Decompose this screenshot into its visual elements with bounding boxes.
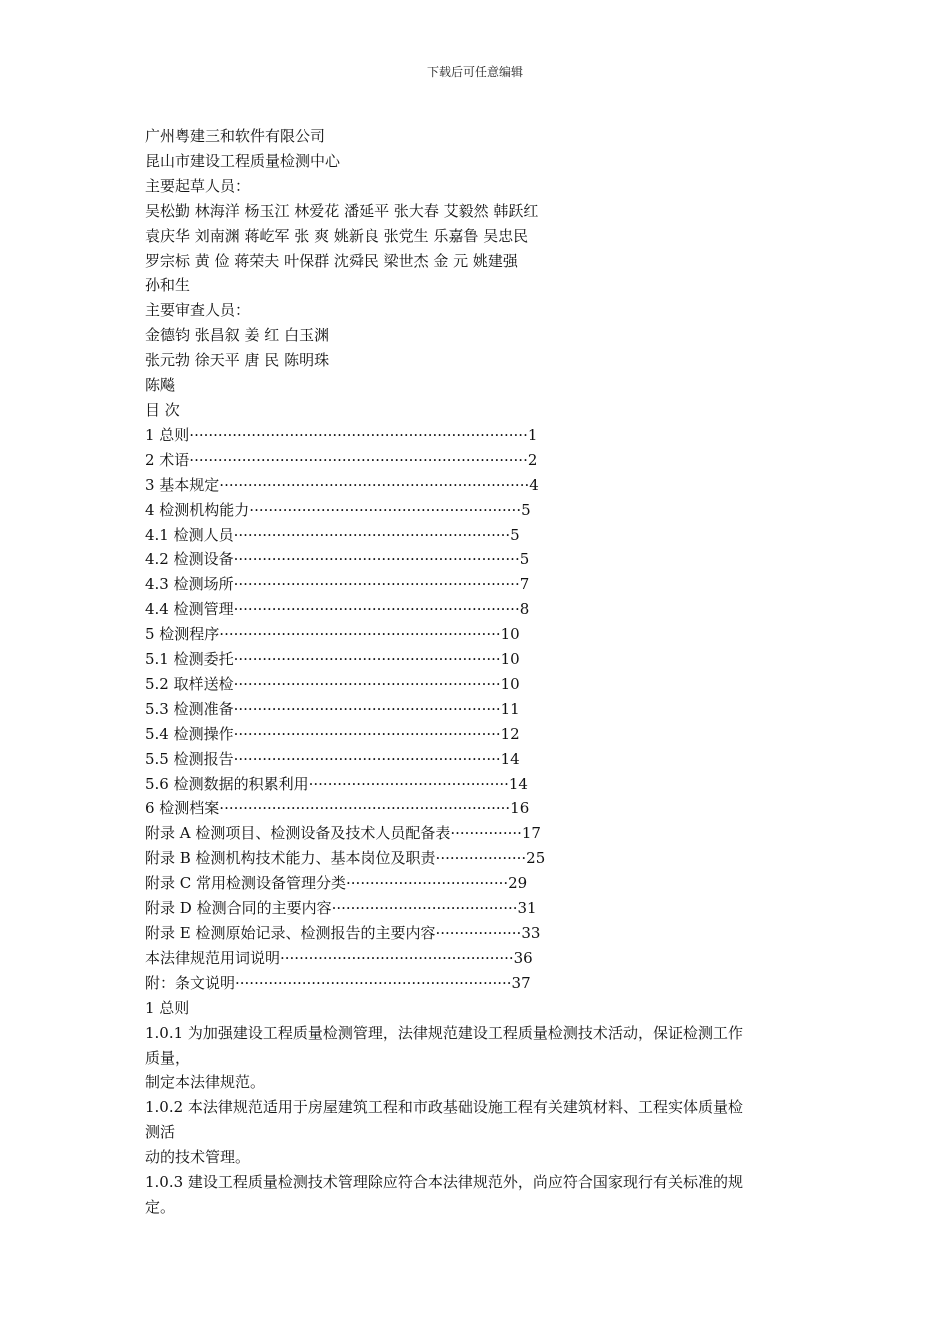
toc-entry: 5 检测程序···························································10 — [145, 625, 520, 644]
reviewers-heading: 主要审查人员： — [145, 301, 251, 320]
org-line: 广州粤建三和软件有限公司 — [145, 127, 326, 145]
drafters-line: 罗宗标 黄 俭 蒋荣夫 叶保群 沈舜民 梁世杰 金 元 姚建强 — [145, 251, 518, 270]
clause-line: 1.0.3 建设工程质量检测技术管理除应符合本法律规范外，尚应符合国家现行有关标准的规 — [145, 1173, 743, 1192]
reviewers-line: 陈飚 — [145, 376, 176, 395]
toc-entry: 1 总则·······································································1 — [145, 425, 538, 444]
document-content — [145, 124, 810, 1220]
toc-heading: 目 次 — [145, 400, 180, 419]
toc-entry: 3 基本规定·································································4 — [145, 475, 539, 494]
toc-entry: 5.3 检测准备························································11 — [145, 699, 520, 718]
toc-entry: 5.5 检测报告························································14 — [145, 749, 520, 768]
toc-entry: 4 检测机构能力·························································5 — [145, 500, 531, 519]
org-line: 昆山市建设工程质量检测中心 — [145, 151, 341, 170]
clause-line: 1.0.2 本法律规范适用于房屋建筑工程和市政基础设施工程有关建筑材料、工程实体质量检 — [145, 1098, 743, 1117]
toc-entry: 附录 E 检测原始记录、检测报告的主要内容··················33 — [145, 924, 541, 942]
drafters-line: 吴松勤 林海洋 杨玉江 林爱花 潘延平 张大春 艾毅然 韩跃红 — [145, 201, 539, 220]
toc-entry: 5.2 取样送检························································10 — [145, 674, 520, 693]
toc-entry: 5.1 检测委托························································10 — [145, 650, 520, 669]
toc-entry: 4.2 检测设备····························································5 — [145, 550, 530, 569]
toc-entry: 4.3 检测场所····························································7 — [145, 575, 530, 594]
table-of-contents — [145, 423, 810, 996]
toc-entry: 6 检测档案·····························································16 — [145, 799, 530, 818]
drafters-line: 孙和生 — [145, 276, 191, 295]
body-text — [145, 996, 810, 1220]
toc-entry: 2 术语·······································································2 — [145, 450, 538, 469]
reviewers-line: 金德钧 张昌叙 姜 红 白玉渊 — [145, 326, 330, 345]
clause-line: 质量， — [145, 1048, 191, 1067]
clause-line: 制定本法律规范。 — [145, 1073, 266, 1092]
page-header: 下载后可任意编辑 — [426, 65, 523, 79]
front-matter — [145, 124, 810, 423]
toc-entry: 本法律规范用词说明·················································36 — [145, 948, 533, 967]
reviewers-line: 张元勃 徐天平 唐 民 陈明珠 — [145, 351, 330, 370]
clause-line: 动的技术管理。 — [145, 1148, 251, 1167]
drafters-line: 袁庆华 刘南渊 蒋屹军 张 爽 姚新良 张党生 乐嘉鲁 吴忠民 — [145, 226, 529, 245]
clause-line: 定。 — [145, 1197, 176, 1216]
toc-entry: 附录 C 常用检测设备管理分类··································29 — [145, 874, 528, 893]
toc-entry: 附：条文说明··························································37 — [145, 973, 531, 992]
drafters-heading: 主要起草人员： — [145, 176, 251, 195]
toc-entry: 4.1 检测人员··························································5 — [145, 525, 520, 544]
toc-entry: 附录 D 检测合同的主要内容·······································31 — [145, 899, 537, 918]
toc-entry: 5.4 检测操作························································12 — [145, 724, 520, 743]
clause-line: 测活 — [145, 1123, 176, 1142]
toc-entry: 附录 A 检测项目、检测设备及技术人员配备表···············17 — [145, 824, 541, 843]
toc-entry: 4.4 检测管理····························································8 — [145, 600, 530, 619]
toc-entry: 5.6 检测数据的积累利用··········································14 — [145, 774, 528, 793]
clause-line: 1.0.1 为加强建设工程质量检测管理，法律规范建设工程质量检测技术活动，保证检测工作 — [145, 1023, 743, 1042]
toc-entry: 附录 B 检测机构技术能力、基本岗位及职责···················25 — [145, 849, 546, 868]
section-title: 1 总则 — [145, 998, 190, 1017]
